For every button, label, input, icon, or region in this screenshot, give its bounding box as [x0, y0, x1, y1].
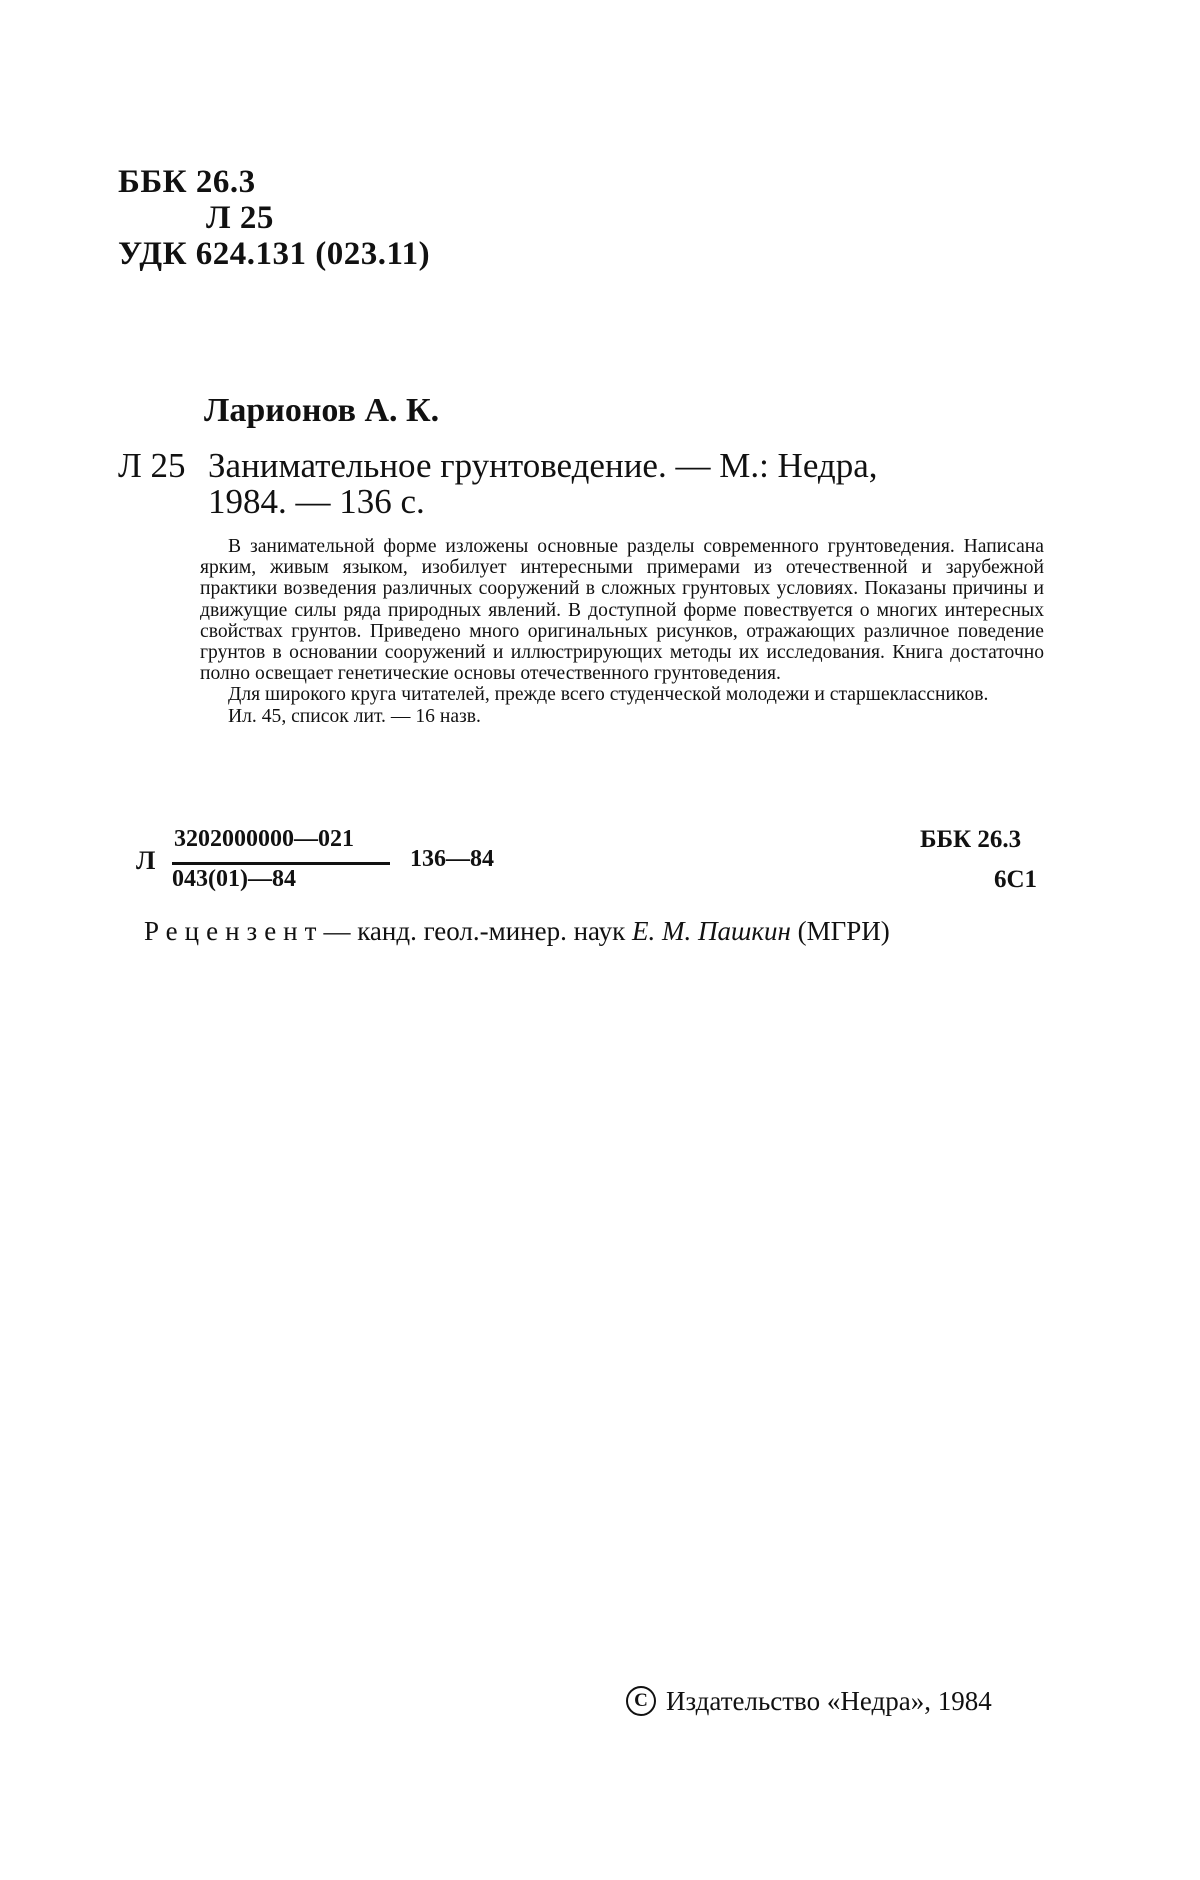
copyright-text: Издательство «Недра», 1984	[666, 1686, 992, 1716]
bbk-subindex: 6С1	[994, 866, 1038, 893]
bbk-index: ББК 26.3	[920, 826, 1022, 853]
reviewer-org: (МГРИ)	[790, 916, 890, 946]
annotation	[200, 536, 1044, 727]
bbk-classification: ББК 26.3	[118, 164, 256, 200]
fraction-rule	[172, 862, 390, 865]
code-suffix: 136—84	[410, 846, 494, 872]
author-name: Ларионов А. К.	[204, 392, 440, 429]
code-numerator: 3202000000—021	[174, 826, 354, 852]
udk-classification: УДК 624.131 (023.11)	[118, 236, 431, 272]
audience-paragraph: Для широкого круга читателей, прежде всего студенческой молодежи и старшеклассников.	[228, 684, 989, 706]
reviewer-label: Рецензент	[144, 916, 324, 946]
illustration-count: Ил. 45, список лит. — 16 назв.	[228, 705, 481, 727]
copyright-line	[626, 1686, 992, 1719]
code-denominator: 043(01)—84	[172, 866, 296, 892]
code-letter: Л	[136, 846, 156, 875]
annotation-paragraph: В занимательной форме изложены основные разделы современного грунтоведения. Написана ярким, живым языком, изобилует интересными примерами из отечественной и зарубежной практики возведения различных сооружений в сложных грунтовых условиях. Показаны причины и движущие силы ряда природных явлений. В доступной форме повествуется о многих интересных свойствах грунтов. Приведено много оригинальных рисунков, отражающих различное поведение грунтов в основании сооружений и иллюстрирующих методы их исследования. Книга достаточно полно освещает генетические основы отечественного грунтоведения.	[200, 536, 1044, 685]
author-mark: Л 25	[206, 200, 274, 236]
catalog-mark: Л 25	[118, 446, 186, 485]
reviewer-line	[144, 916, 890, 947]
book-title-line: Занимательное грунтоведение. — М.: Недра,	[208, 446, 878, 485]
copyright-icon: C	[626, 1686, 656, 1716]
reviewer-name: Е. М. Пашкин	[632, 916, 791, 946]
reviewer-degree: — канд. геол.-минер. наук	[323, 916, 633, 946]
imprint-line: 1984. — 136 с.	[208, 482, 425, 521]
